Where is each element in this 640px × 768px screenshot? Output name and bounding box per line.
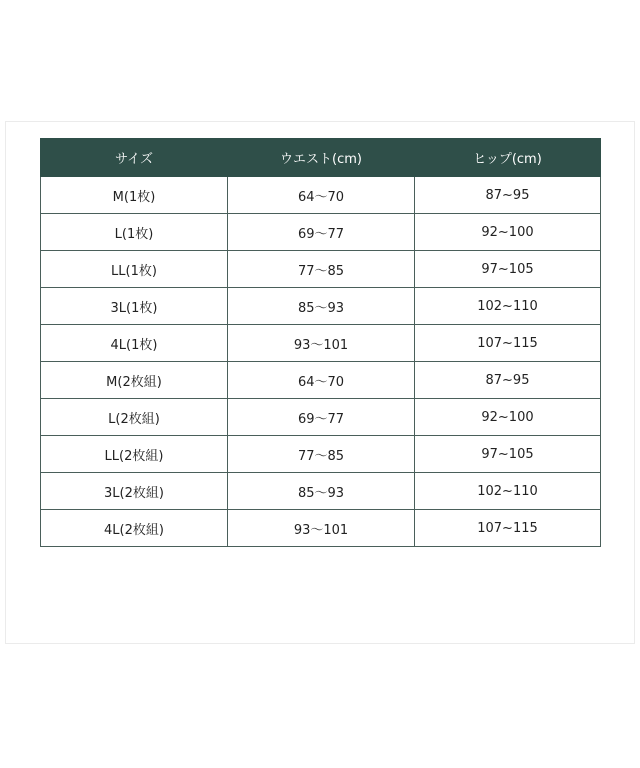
cell-hip: 87~95 — [415, 362, 601, 399]
cell-hip: 102~110 — [415, 288, 601, 325]
cell-waist: 85～93 — [228, 473, 415, 510]
cell-waist: 64～70 — [228, 362, 415, 399]
cell-hip: 92~100 — [415, 214, 601, 251]
cell-waist: 93～101 — [228, 325, 415, 362]
table-header-row — [41, 139, 601, 177]
cell-waist: 69～77 — [228, 214, 415, 251]
cell-size: LL(1枚) — [41, 251, 228, 288]
cell-size: 3L(2枚組) — [41, 473, 228, 510]
cell-hip: 92~100 — [415, 399, 601, 436]
cell-hip: 107~115 — [415, 325, 601, 362]
table-row — [41, 214, 601, 251]
header-hip: ヒップ(cm) — [415, 139, 601, 177]
cell-waist: 64～70 — [228, 177, 415, 214]
cell-waist: 77～85 — [228, 436, 415, 473]
cell-size: M(2枚組) — [41, 362, 228, 399]
cell-waist: 77～85 — [228, 251, 415, 288]
cell-size: 3L(1枚) — [41, 288, 228, 325]
cell-size: LL(2枚組) — [41, 436, 228, 473]
table-row — [41, 362, 601, 399]
table-row — [41, 473, 601, 510]
cell-size: 4L(2枚組) — [41, 510, 228, 547]
cell-hip: 87~95 — [415, 177, 601, 214]
cell-waist: 69～77 — [228, 399, 415, 436]
cell-size: M(1枚) — [41, 177, 228, 214]
header-size: サイズ — [41, 139, 228, 177]
table-row — [41, 436, 601, 473]
table-row — [41, 325, 601, 362]
cell-hip: 97~105 — [415, 251, 601, 288]
cell-hip: 102~110 — [415, 473, 601, 510]
cell-hip: 107~115 — [415, 510, 601, 547]
cell-waist: 85～93 — [228, 288, 415, 325]
table-row — [41, 251, 601, 288]
size-chart-table — [40, 138, 601, 547]
table-row — [41, 510, 601, 547]
cell-size: 4L(1枚) — [41, 325, 228, 362]
cell-waist: 93～101 — [228, 510, 415, 547]
table-row — [41, 177, 601, 214]
table-row — [41, 288, 601, 325]
cell-size: L(2枚組) — [41, 399, 228, 436]
cell-hip: 97~105 — [415, 436, 601, 473]
table-row — [41, 399, 601, 436]
cell-size: L(1枚) — [41, 214, 228, 251]
header-waist: ウエスト(cm) — [228, 139, 415, 177]
